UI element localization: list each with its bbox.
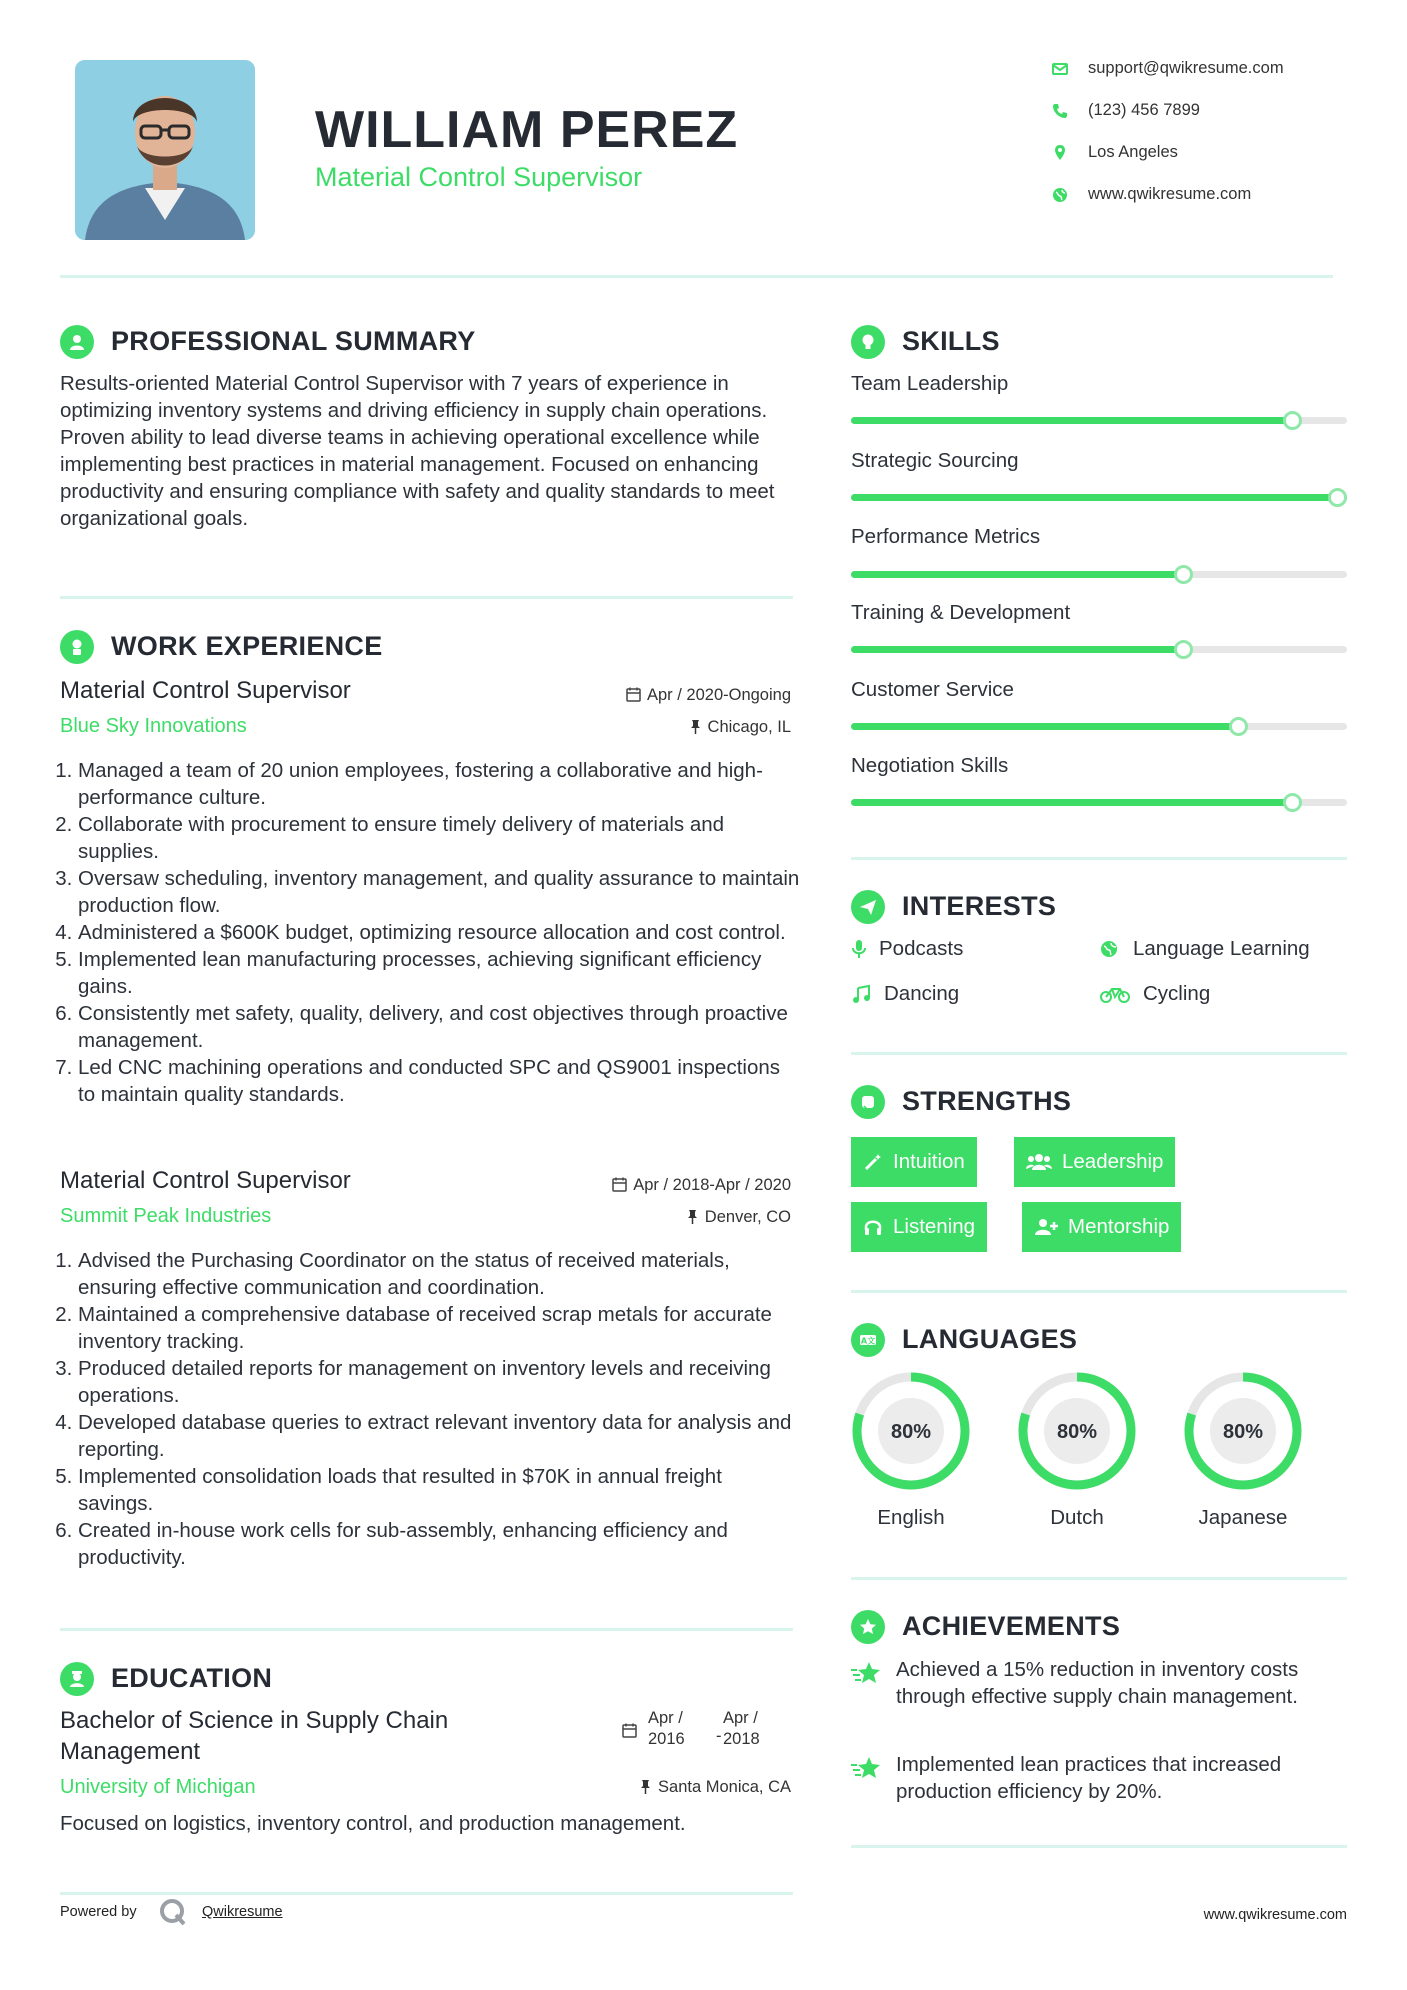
graduation-icon — [60, 1662, 94, 1696]
pushpin-icon — [639, 1779, 652, 1794]
language-ring — [1181, 1369, 1305, 1493]
skill-bar-knob — [1283, 793, 1302, 812]
strength-chip — [851, 1202, 987, 1252]
list-item: 5. Implemented consolidation loads that resulted in $70K in annual freight savings. — [78, 1463, 800, 1517]
skill-bar — [851, 571, 1347, 578]
skill-bar — [851, 417, 1347, 424]
summary-heading: PROFESSIONAL SUMMARY — [111, 326, 476, 356]
strength-label: Intuition — [893, 1150, 965, 1173]
job-title: Material Control Supervisor — [60, 677, 351, 704]
education-divider — [60, 1892, 793, 1895]
list-item: 3. Oversaw scheduling, inventory management, and quality assurance to maintain production flow. — [78, 865, 800, 919]
qwikresume-logo-icon — [158, 1897, 188, 1927]
skill-bar-knob — [1328, 488, 1347, 507]
skill-bar-fill — [851, 646, 1183, 653]
skill-name: Team Leadership — [851, 372, 1009, 395]
edu-end-year: 2018 — [723, 1730, 760, 1748]
powered-by-label: Powered by — [60, 1904, 137, 1920]
skill-bar-knob — [1174, 565, 1193, 584]
achievement-item: Implemented lean practices that increased production efficiency by 20%. — [896, 1753, 1282, 1803]
skill-bar-fill — [851, 723, 1238, 730]
contact-email-text: support@qwikresume.com — [1088, 59, 1284, 77]
calendar-icon — [622, 1723, 637, 1738]
education-description: Focused on logistics, inventory control, and production management. — [60, 1812, 686, 1835]
interest-item — [851, 982, 1071, 1008]
list-item: 1. Managed a team of 20 union employees, fostering a collaborative and high-performance culture. — [78, 757, 800, 811]
list-item: 7. Led CNC machining operations and conducted SPC and QS9001 inspections to maintain quality standards. — [78, 1054, 800, 1108]
job-location — [689, 718, 791, 737]
calendar-icon — [626, 687, 641, 702]
edu-location — [639, 1778, 791, 1797]
language-ring — [1015, 1369, 1139, 1493]
job-dates-text: Apr / 2020-Ongoing — [646, 686, 791, 704]
skill-bar — [851, 646, 1347, 653]
language-name: English — [877, 1506, 945, 1529]
magic-wand-icon — [863, 1152, 883, 1172]
headphones-icon — [863, 1217, 883, 1237]
lightbulb-icon — [851, 325, 885, 359]
contact-phone[interactable] — [1050, 99, 1370, 125]
edu-start-year: 2016 — [648, 1730, 685, 1748]
strength-label: Mentorship — [1068, 1215, 1170, 1238]
list-item: 6. Consistently met safety, quality, delivery, and cost objectives through proactive management. — [78, 1000, 800, 1054]
languages-divider — [851, 1577, 1347, 1580]
interest-label: Cycling — [1143, 982, 1211, 1005]
strength-chip — [851, 1137, 977, 1187]
edu-end-month: Apr / — [723, 1709, 758, 1727]
user-plus-icon — [1034, 1217, 1058, 1237]
list-item: 2. Maintained a comprehensive database of received scrap metals for accurate inventory tracking. — [78, 1301, 800, 1355]
skill-bar — [851, 723, 1347, 730]
interest-label: Dancing — [884, 982, 960, 1005]
pushpin-icon — [686, 1209, 699, 1224]
skill-bar-knob — [1174, 640, 1193, 659]
skill-bar-knob — [1229, 717, 1248, 736]
strengths-heading: STRENGTHS — [902, 1086, 1072, 1116]
interest-label: Language Learning — [1133, 937, 1310, 960]
globe-icon — [1050, 185, 1070, 205]
education-heading: EDUCATION — [111, 1663, 273, 1693]
interests-divider — [851, 1052, 1347, 1055]
skill-bar-fill — [851, 571, 1183, 578]
job-title: Material Control Supervisor — [60, 1167, 351, 1194]
school-name: University of Michigan — [60, 1776, 256, 1798]
edu-date-dash: - — [716, 1727, 722, 1745]
skill-bar — [851, 799, 1347, 806]
degree-name-line1: Bachelor of Science in Supply Chain — [60, 1707, 449, 1734]
job-location — [686, 1208, 791, 1227]
calendar-icon — [612, 1177, 627, 1192]
summary-divider — [60, 596, 793, 599]
summary-text: Results-oriented Material Control Supervisor with 7 years of experience in optimizing inventory systems and driving efficiency in supply chain operations. Proven ability to lead diverse teams in achieving operational excellence while implementing best practices in material management. Focused on enhancing productivity and ensuring compliance with safety and quality standards to meet organizational goals. — [60, 372, 775, 530]
experience-heading: WORK EXPERIENCE — [111, 631, 383, 661]
email-icon — [1050, 59, 1070, 79]
job-dates — [612, 1176, 791, 1195]
interest-item — [1099, 982, 1349, 1008]
contact-phone-text: (123) 456 7899 — [1088, 101, 1200, 119]
job-dates-text: Apr / 2018-Apr / 2020 — [633, 1176, 791, 1194]
music-note-icon — [851, 984, 871, 1004]
candidate-title: Material Control Supervisor — [315, 162, 643, 192]
contact-email[interactable] — [1050, 57, 1370, 83]
microphone-icon — [851, 939, 867, 959]
fist-icon — [851, 1085, 885, 1119]
languages-heading: LANGUAGES — [902, 1324, 1078, 1354]
edu-location-text: Santa Monica, CA — [658, 1778, 791, 1796]
skill-name: Customer Service — [851, 678, 1014, 701]
trophy-star-icon — [850, 1660, 882, 1686]
location-pin-icon — [1050, 143, 1070, 163]
svg-text:A文: A文 — [860, 1336, 876, 1346]
language-name: Dutch — [1050, 1506, 1104, 1529]
job-location-text: Chicago, IL — [707, 718, 791, 736]
list-item: 5. Implemented lean manufacturing processes, achieving significant efficiency gains. — [78, 946, 800, 1000]
strength-chip — [1022, 1202, 1181, 1252]
user-icon — [60, 325, 94, 359]
strengths-divider — [851, 1290, 1347, 1293]
contact-location — [1050, 141, 1370, 167]
list-item: 6. Created in-house work cells for sub-assembly, enhancing efficiency and productivity. — [78, 1517, 800, 1571]
achievement-item: Achieved a 15% reduction in inventory costs through effective supply chain management. — [896, 1658, 1299, 1708]
phone-icon — [1050, 101, 1070, 121]
header-divider — [60, 275, 1333, 278]
achievements-heading: ACHIEVEMENTS — [902, 1611, 1121, 1641]
skill-bar-fill — [851, 417, 1292, 424]
skill-name: Performance Metrics — [851, 525, 1041, 548]
achievements-divider — [851, 1845, 1347, 1848]
job-dates — [626, 686, 791, 705]
language-percent: 80% — [1056, 1421, 1098, 1443]
company-name: Blue Sky Innovations — [60, 715, 247, 737]
profile-photo — [75, 60, 255, 240]
candidate-name: WILLIAM PEREZ — [315, 101, 739, 159]
list-item: 4. Developed database queries to extract relevant inventory data for analysis and reporting. — [78, 1409, 800, 1463]
language-name: Japanese — [1198, 1506, 1288, 1529]
language-percent: 80% — [890, 1421, 932, 1443]
strength-chip — [1014, 1137, 1175, 1187]
strength-label: Listening — [893, 1215, 976, 1238]
bicycle-icon — [1099, 984, 1131, 1004]
list-item: 3. Produced detailed reports for management on inventory levels and receiving operations. — [78, 1355, 800, 1409]
strength-label: Leadership — [1062, 1150, 1164, 1173]
skill-name: Negotiation Skills — [851, 754, 1009, 777]
company-name: Summit Peak Industries — [60, 1205, 272, 1227]
skill-name: Strategic Sourcing — [851, 449, 1019, 472]
contact-location-text: Los Angeles — [1088, 143, 1178, 161]
skill-bar-knob — [1283, 411, 1302, 430]
list-item: 1. Advised the Purchasing Coordinator on the status of received materials, ensuring effective communication and coordination. — [78, 1247, 800, 1301]
list-item: 2. Collaborate with procurement to ensure timely delivery of materials and supplies. — [78, 811, 800, 865]
edu-start-month: Apr / — [648, 1709, 683, 1727]
contact-website[interactable] — [1050, 183, 1370, 209]
list-item: 4. Administered a $600K budget, optimizing resource allocation and cost control. — [78, 919, 800, 946]
users-icon — [1026, 1152, 1052, 1172]
star-badge-icon — [851, 1610, 885, 1644]
skill-bar — [851, 494, 1347, 501]
skill-name: Training & Development — [851, 601, 1071, 624]
degree-name-line2: Management — [60, 1738, 201, 1765]
skills-divider — [851, 857, 1347, 860]
job-responsibilities — [60, 1247, 800, 1571]
trophy-star-icon — [850, 1755, 882, 1781]
language-percent: 80% — [1222, 1421, 1264, 1443]
job-responsibilities — [60, 757, 800, 1108]
briefcase-icon — [60, 630, 94, 664]
globe-icon — [1099, 939, 1119, 959]
skill-bar-fill — [851, 799, 1292, 806]
interest-item — [851, 937, 1071, 963]
footer-url[interactable]: www.qwikresume.com — [1203, 1907, 1347, 1923]
interest-item — [1099, 937, 1349, 963]
skill-bar-fill — [851, 494, 1347, 501]
interest-label: Podcasts — [879, 937, 964, 960]
interests-heading: INTERESTS — [902, 891, 1057, 921]
job-location-text: Denver, CO — [704, 1208, 791, 1226]
skills-heading: SKILLS — [902, 326, 1000, 356]
language-ring — [849, 1369, 973, 1493]
paper-plane-icon — [851, 890, 885, 924]
language-icon — [851, 1323, 885, 1357]
pushpin-icon — [689, 719, 702, 734]
qwikresume-link[interactable]: Qwikresume — [202, 1904, 283, 1920]
contact-website-text: www.qwikresume.com — [1088, 185, 1252, 203]
experience-divider — [60, 1628, 793, 1631]
